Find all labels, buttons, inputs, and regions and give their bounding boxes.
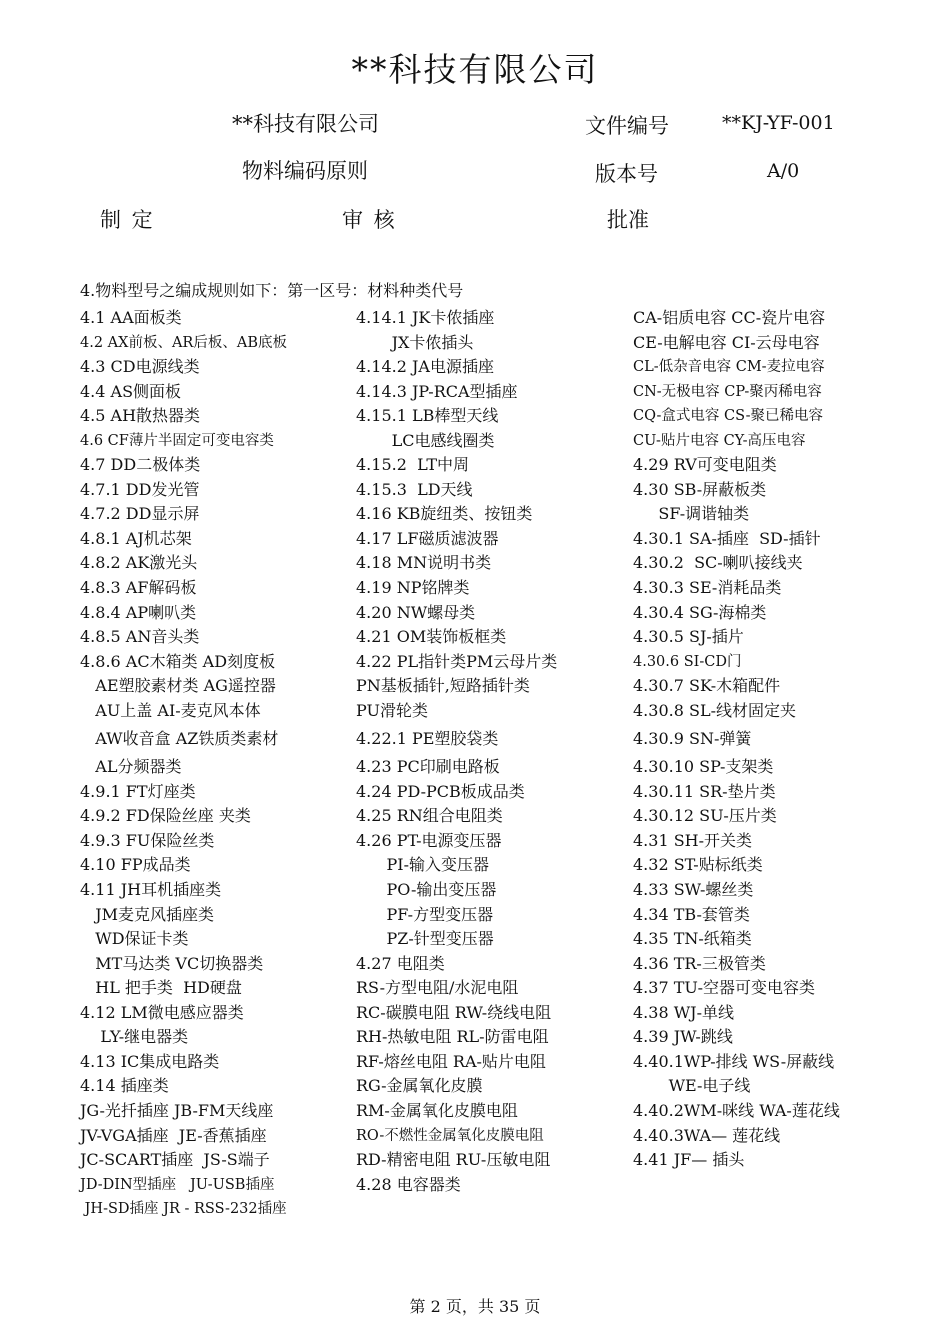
list-item: 4.8.1 AJ机芯架 <box>80 528 192 548</box>
list-item: 4.40.3WA— 莲花线 <box>633 1125 781 1145</box>
list-item: JV-VGA插座 JE-香蕉插座 <box>80 1125 267 1145</box>
header-company: **科技有限公司 <box>232 112 379 136</box>
list-item: 4.30.8 SL-线材固定夹 <box>633 700 796 720</box>
column-middle <box>356 306 632 1197</box>
list-item: 4.23 PC印刷电路板 <box>356 757 500 777</box>
doc-number-label: 文件编号 <box>585 114 669 138</box>
list-item: WE-电子线 <box>633 1076 751 1096</box>
list-item: 4.37 TU-空器可变电容类 <box>633 978 815 998</box>
list-item: RO-不燃性金属氧化皮膜电阻 <box>356 1127 544 1144</box>
list-item: 4.18 MN说明书类 <box>356 553 492 573</box>
list-item: 4.4 AS侧面板 <box>80 381 182 401</box>
list-item: 4.35 TN-纸箱类 <box>633 929 752 949</box>
list-item: PF-方型变压器 <box>356 904 494 924</box>
list-item: RF-熔丝电阻 RA-贴片电阻 <box>356 1051 546 1071</box>
list-item: JC-SCART插座 JS-S端子 <box>80 1150 270 1170</box>
list-item: 4.12 LM微电感应器类 <box>80 1002 244 1022</box>
approve-label: 批准 <box>607 208 649 232</box>
list-item: PU滑轮类 <box>356 700 428 720</box>
intro-text: 4.物料型号之编成规则如下：第一区号：材料种类代号 <box>80 281 464 300</box>
list-item: AW收音盒 AZ铁质类素材 <box>80 729 279 749</box>
list-item: LC电感线圈类 <box>356 430 495 450</box>
list-item: 4.30 SB-屏蔽板类 <box>633 479 767 499</box>
list-item: 4.28 电容器类 <box>356 1174 461 1194</box>
list-item: 4.32 ST-贴标纸类 <box>633 855 763 875</box>
list-item: 4.14.1 JK卡侬插座 <box>356 308 495 327</box>
list-item: 4.26 PT-电源变压器 <box>356 830 502 850</box>
list-item: 4.24 PD-PCB板成品类 <box>356 781 525 801</box>
list-item: 4.27 电阻类 <box>356 953 445 973</box>
review-label: 审 核 <box>342 208 395 232</box>
page-footer: 第 2 页，共 35 页 <box>409 1297 541 1316</box>
list-item: 4.8.4 AP喇叭类 <box>80 602 197 622</box>
list-item: HL 把手类 HD硬盘 <box>80 978 242 998</box>
list-item: JH-SD插座 JR - RSS-232插座 <box>80 1201 287 1218</box>
list-item: 4.15.3 LD天线 <box>356 479 473 499</box>
list-item: AU上盖 AI-麦克风本体 <box>80 700 261 720</box>
list-item: PO-输出变压器 <box>356 880 497 900</box>
list-item: JM麦克风插座类 <box>80 904 215 924</box>
list-item: 4.7 DD二极体类 <box>80 455 201 475</box>
list-item: 4.31 SH-开关类 <box>633 830 753 850</box>
list-item: RH-热敏电阻 RL-防雷电阻 <box>356 1027 549 1047</box>
list-item: CQ-盒式电容 CS-聚已稀电容 <box>633 408 823 425</box>
list-item: 4.15.2 LT中周 <box>356 455 470 475</box>
list-item: 4.22 PL指针类PM云母片类 <box>356 651 558 671</box>
list-item: RC-碳膜电阻 RW-绕线电阻 <box>356 1002 552 1022</box>
list-item: 4.30.6 SI-CD门 <box>633 653 742 670</box>
doc-number-value: **KJ-YF-001 <box>722 112 835 134</box>
list-item: CL-低杂音电容 CM-麦拉电容 <box>633 359 825 376</box>
list-item: 4.25 RN组合电阻类 <box>356 806 503 826</box>
list-item: MT马达类 VC切换器类 <box>80 953 264 973</box>
list-item: 4.9.2 FD保险丝座 夹类 <box>80 806 251 826</box>
list-item: 4.30.5 SJ-插片 <box>633 627 744 647</box>
made-by-label: 制 定 <box>100 208 153 232</box>
list-item: 4.34 TB-套管类 <box>633 904 750 924</box>
list-item: 4.10 FP成品类 <box>80 855 191 875</box>
list-item: 4.30.2 SC-喇叭接线夹 <box>633 553 803 573</box>
list-item: 4.14.2 JA电源插座 <box>356 357 494 377</box>
list-item: 4.6 CF薄片半固定可变电容类 <box>80 432 274 449</box>
list-item: 4.8.6 AC木箱类 AD刻度板 <box>80 651 276 671</box>
document-title: **科技有限公司 <box>351 50 599 89</box>
list-item: 4.30.11 SR-垫片类 <box>633 781 776 801</box>
list-item: PZ-针型变压器 <box>356 929 494 949</box>
list-item: 4.30.7 SK-木箱配件 <box>633 676 781 696</box>
list-item: 4.7.2 DD显示屏 <box>80 504 200 524</box>
list-item: 4.19 NP铭牌类 <box>356 578 470 598</box>
list-item: 4.14 插座类 <box>80 1076 169 1096</box>
list-item: CA-铝质电容 CC-瓷片电容 <box>633 308 826 327</box>
list-item: CN-无极电容 CP-聚丙稀电容 <box>633 383 822 400</box>
list-item: 4.8.5 AN音头类 <box>80 627 200 647</box>
list-item: PI-输入变压器 <box>356 855 490 875</box>
list-item: 4.21 OM装饰板框类 <box>356 627 507 647</box>
version-value: A/0 <box>767 160 800 182</box>
list-item: JG-光扦插座 JB-FM天线座 <box>80 1100 274 1120</box>
list-item: 4.41 JF— 插头 <box>633 1150 745 1170</box>
list-item: PN基板插针,短路插针类 <box>356 676 530 696</box>
list-item: AE塑胶素材类 AG遥控器 <box>80 676 276 696</box>
list-item: 4.20 NW螺母类 <box>356 602 476 622</box>
doc-name: 物料编码原则 <box>242 159 368 183</box>
list-item: 4.30.1 SA-插座 SD-插针 <box>633 528 821 548</box>
list-item: 4.40.2WM-咪线 WA-莲花线 <box>633 1100 840 1120</box>
list-item: 4.30.12 SU-压片类 <box>633 806 777 826</box>
version-label: 版本号 <box>595 162 658 186</box>
list-item: 4.11 JH耳机插座类 <box>80 880 222 900</box>
list-item: 4.15.1 LB棒型天线 <box>356 406 499 426</box>
list-item: AL分频器类 <box>80 757 182 777</box>
list-item: 4.29 RV可变电阻类 <box>633 455 777 475</box>
list-item: JX卡侬插头 <box>356 332 474 352</box>
list-item: 4.14.3 JP-RCA型插座 <box>356 381 518 401</box>
list-item: RS-方型电阻/水泥电阻 <box>356 978 519 998</box>
list-item: 4.17 LF磁质滤波器 <box>356 528 499 548</box>
list-item: 4.22.1 PE塑胶袋类 <box>356 729 499 749</box>
list-item: 4.3 CD电源线类 <box>80 357 200 377</box>
list-item: RD-精密电阻 RU-压敏电阻 <box>356 1150 551 1170</box>
list-item: RG-金属氧化皮膜 <box>356 1076 483 1096</box>
column-left <box>80 306 355 1222</box>
list-item: 4.2 AX前板、AR后板、AB底板 <box>80 334 287 351</box>
list-item: 4.8.2 AK激光头 <box>80 553 198 573</box>
list-item: CU-贴片电容 CY-高压电容 <box>633 432 806 449</box>
list-item: 4.9.3 FU保险丝类 <box>80 830 215 850</box>
list-item: LY-继电器类 <box>80 1027 189 1047</box>
list-item: 4.40.1WP-排线 WS-屏蔽线 <box>633 1051 835 1071</box>
list-item: 4.13 IC集成电路类 <box>80 1051 220 1071</box>
list-item: 4.30.10 SP-支架类 <box>633 757 774 777</box>
list-item: 4.9.1 FT灯座类 <box>80 781 196 801</box>
list-item: 4.30.4 SG-海棉类 <box>633 602 767 622</box>
list-item: 4.7.1 DD发光管 <box>80 479 200 499</box>
column-right <box>633 306 933 1173</box>
list-item: CE-电解电容 CI-云母电容 <box>633 332 820 352</box>
list-item: 4.38 WJ-单线 <box>633 1002 734 1022</box>
list-item: 4.36 TR-三极管类 <box>633 953 766 973</box>
list-item: JD-DIN型插座 JU-USB插座 <box>80 1176 275 1193</box>
list-item: SF-调谐轴类 <box>633 504 750 524</box>
list-item: 4.1 AA面板类 <box>80 308 182 327</box>
list-item: 4.30.3 SE-消耗品类 <box>633 578 782 598</box>
list-item: 4.5 AH散热器类 <box>80 406 201 426</box>
list-item: 4.8.3 AF解码板 <box>80 578 197 598</box>
list-item: 4.30.9 SN-弹簧 <box>633 729 752 749</box>
list-item: 4.39 JW-跳线 <box>633 1027 733 1047</box>
list-item: 4.33 SW-螺丝类 <box>633 880 754 900</box>
list-item: 4.16 KB旋纽类、按钮类 <box>356 504 533 524</box>
list-item: RM-金属氧化皮膜电阻 <box>356 1100 518 1120</box>
list-item: WD保证卡类 <box>80 929 189 949</box>
